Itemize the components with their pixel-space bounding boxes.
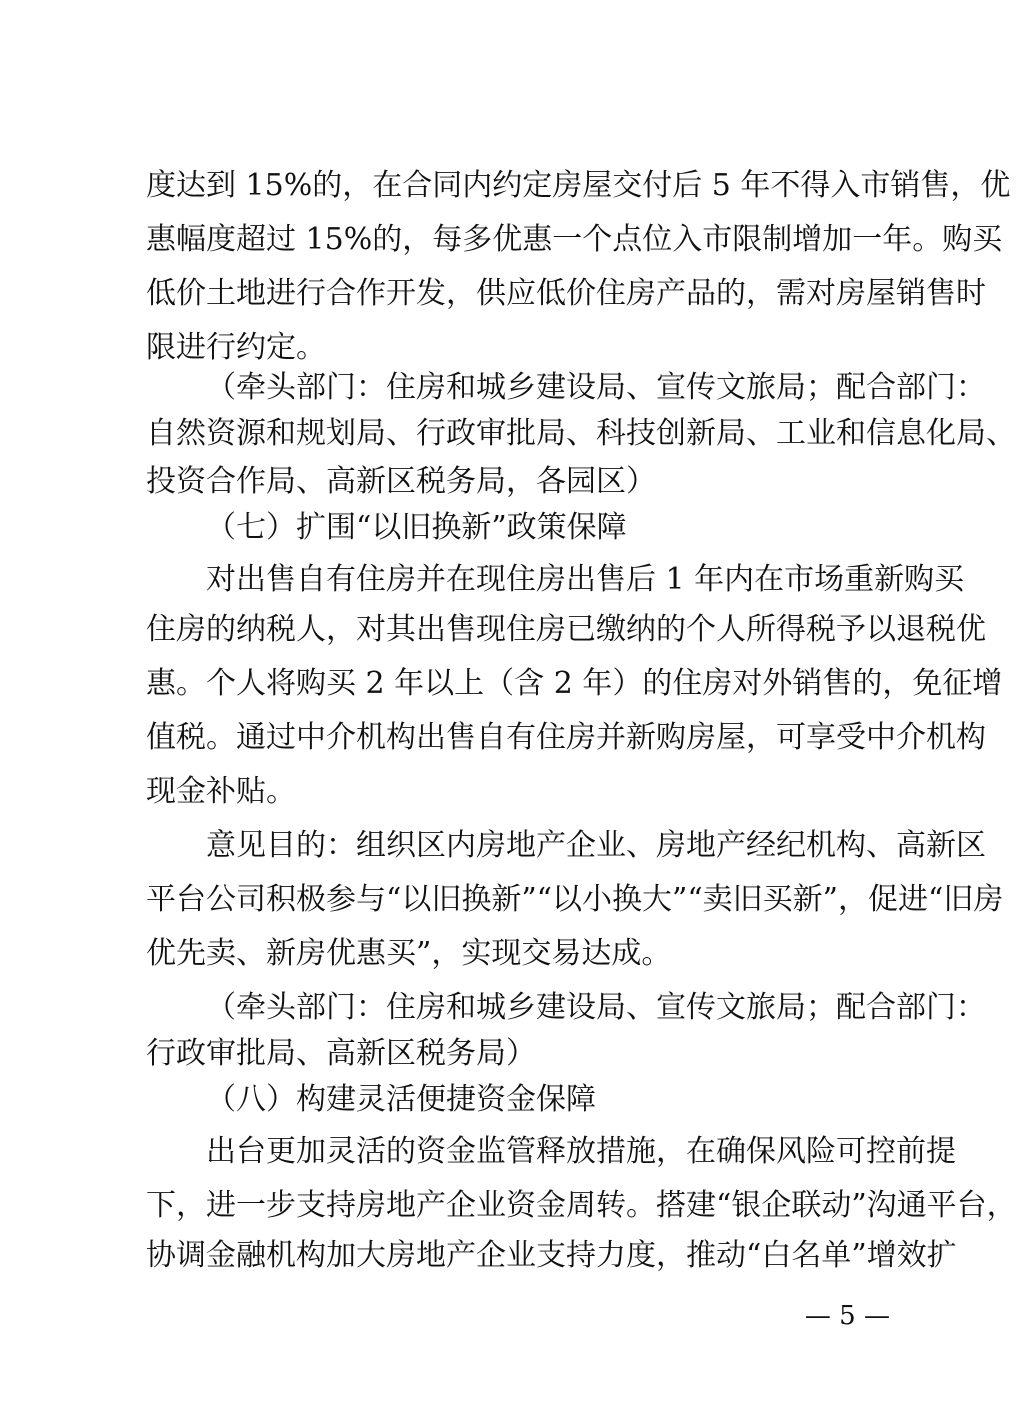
department-note-line: 投资合作局、高新区税务局，各园区） — [146, 464, 656, 499]
paragraph-line: 出台更加灵活的资金监管释放措施，在确保风险可控前提 — [206, 1134, 956, 1169]
paragraph-line: 住房的纳税人，对其出售现住房已缴纳的个人所得税予以退税优 — [146, 612, 986, 647]
paragraph-line: 值税。通过中介机构出售自有住房并新购房屋，可享受中介机构 — [146, 720, 986, 755]
paragraph-line: 意见目的：组织区内房地产企业、房地产经纪机构、高新区 — [206, 828, 986, 863]
paragraph-line: 限进行约定。 — [146, 330, 326, 365]
department-note-line: （牵头部门：住房和城乡建设局、宣传文旅局；配合部门： — [206, 370, 986, 405]
section-heading: （八）构建灵活便捷资金保障 — [206, 1082, 596, 1117]
department-note-line: 行政审批局、高新区税务局） — [146, 1036, 536, 1071]
paragraph-line: 下，进一步支持房地产企业资金周转。搭建“银企联动”沟通平台， — [146, 1188, 1017, 1223]
paragraph-line: 对出售自有住房并在现住房出售后 1 年内在市场重新购买 — [206, 562, 965, 597]
paragraph-line: 惠幅度超过 15%的，每多优惠一个点位入市限制增加一年。购买 — [146, 222, 1003, 257]
page-number: — 5 — — [804, 1301, 890, 1331]
department-note-line: （牵头部门：住房和城乡建设局、宣传文旅局；配合部门： — [206, 990, 986, 1025]
paragraph-line: 低价土地进行合作开发，供应低价住房产品的，需对房屋销售时 — [146, 276, 986, 311]
paragraph-line: 平台公司积极参与“以旧换新”“以小换大”“卖旧买新”，促进“旧房 — [146, 882, 1004, 917]
department-note-line: 自然资源和规划局、行政审批局、科技创新局、工业和信息化局、 — [146, 416, 1016, 451]
paragraph-line: 度达到 15%的，在合同内约定房屋交付后 5 年不得入市销售，优 — [146, 168, 1011, 203]
section-heading: （七）扩围“以旧换新”政策保障 — [206, 510, 627, 545]
paragraph-line: 现金补贴。 — [146, 774, 296, 809]
paragraph-line: 优先卖、新房优惠买”，实现交易达成。 — [146, 936, 672, 971]
paragraph-line: 协调金融机构加大房地产企业支持力度，推动“白名单”增效扩 — [146, 1238, 957, 1273]
paragraph-line: 惠。个人将购买 2 年以上（含 2 年）的住房对外销售的，免征增 — [146, 666, 1003, 701]
